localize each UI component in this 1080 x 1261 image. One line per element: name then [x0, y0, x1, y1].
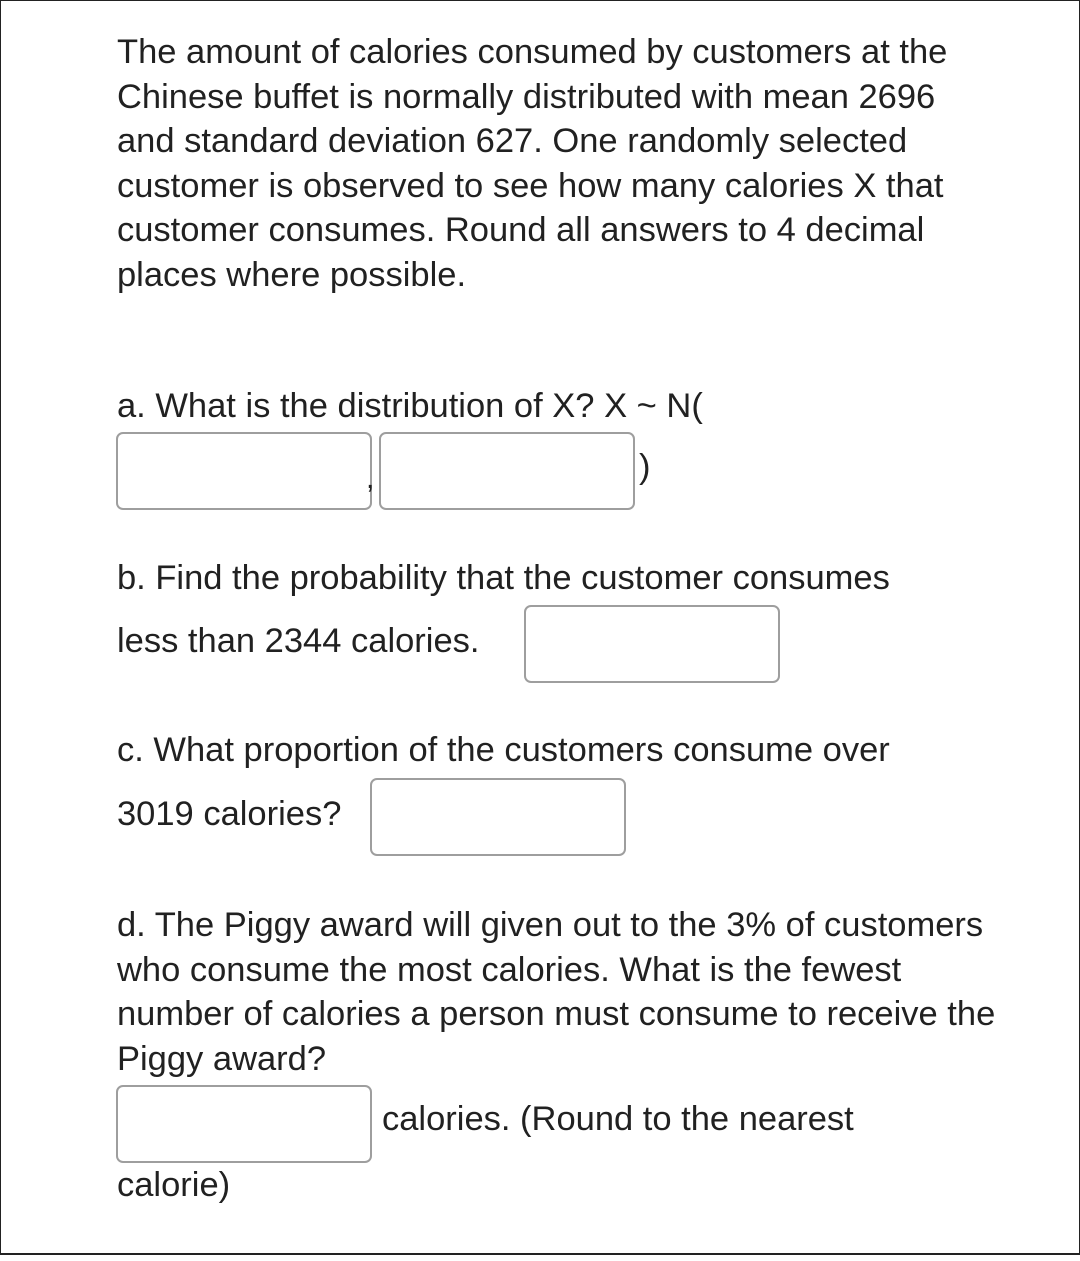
part-b-question-line2: less than 2344 calories.: [117, 622, 480, 660]
part-b-answer-input[interactable]: [524, 605, 780, 683]
part-a-close-paren: ): [639, 448, 651, 486]
part-d-container: [117, 903, 997, 1081]
part-a-separator: ,: [366, 462, 375, 495]
part-a-sd-input[interactable]: [379, 432, 635, 510]
question-intro-container: [117, 30, 997, 297]
part-b-question-line1: b. Find the probability that the customer consumes: [117, 559, 890, 597]
part-a-question: a. What is the distribution of X? X ~ N(: [117, 387, 703, 425]
part-c-question-line1: c. What proportion of the customers consume over: [117, 731, 890, 769]
part-c-question-line2: 3019 calories?: [117, 795, 342, 833]
part-d-suffix: calories. (Round to the nearest: [382, 1100, 854, 1138]
part-d-question: d. The Piggy award will given out to the 3% of customers who consume the most calories. What is the fewest number of calories a person must consume to receive the Piggy award?: [117, 906, 996, 1078]
part-d-suffix-line2: calorie): [117, 1166, 231, 1204]
part-a-mean-input[interactable]: [116, 432, 375, 510]
question-intro: The amount of calories consumed by customers at the Chinese buffet is normally distributed with mean 2696 and standard deviation 627. One randomly selected customer is observed to see how many calories X that customer consumes. Round all answers to 4 decimal places where possible.: [117, 33, 948, 294]
part-c-answer-input[interactable]: [370, 778, 626, 856]
part-d-answer-input[interactable]: [116, 1085, 372, 1163]
